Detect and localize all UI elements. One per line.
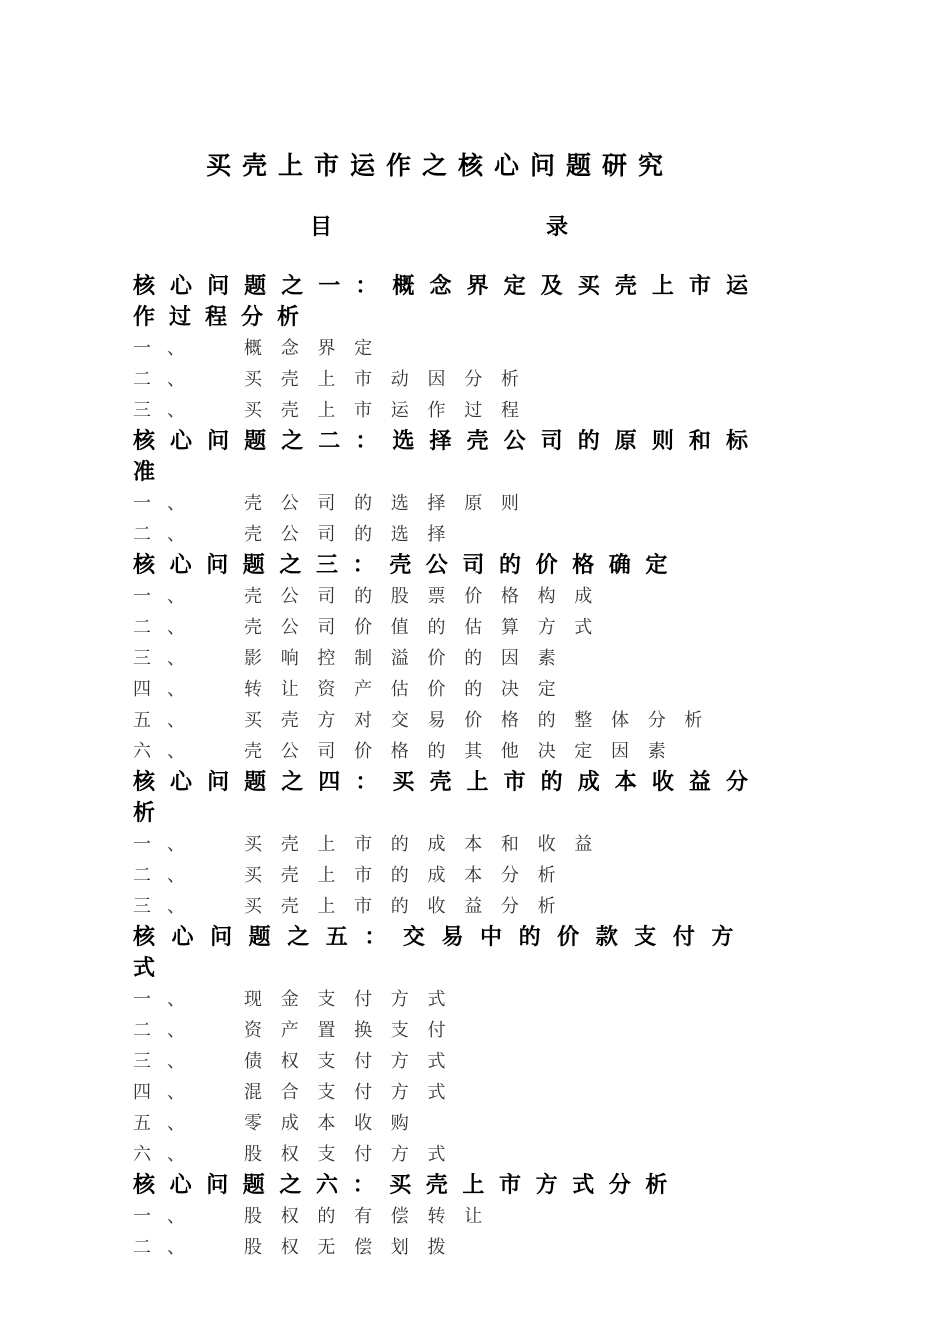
toc-section-item[interactable] [133, 1077, 748, 1108]
section-title: 混合支付方式 [244, 1082, 465, 1103]
section-number: 一、 [133, 1206, 201, 1227]
section-title: 影响控制溢价的因素 [244, 648, 575, 669]
section-title: 买壳上市的收益分析 [244, 896, 575, 917]
section-title: 壳公司的股票价格构成 [244, 586, 611, 607]
section-title: 买壳上市运作过程 [244, 400, 538, 421]
section-number: 二、 [133, 865, 201, 886]
chapter-heading[interactable]: 核心问题之三：壳公司的价格确定 [133, 552, 683, 578]
section-title: 现金支付方式 [244, 989, 465, 1010]
section-number: 六、 [133, 1144, 201, 1165]
section-title: 壳公司的选择原则 [244, 493, 538, 514]
chapter-heading-continuation[interactable]: 作过程分析 [133, 304, 314, 330]
section-title: 壳公司价值的估算方式 [244, 617, 611, 638]
toc-section-item[interactable] [133, 674, 748, 705]
toc-section-item[interactable] [133, 1232, 748, 1263]
toc-section-item[interactable] [133, 488, 748, 519]
section-number: 六、 [133, 741, 201, 762]
chapter-heading[interactable]: 核心问题之二：选择壳公司的原则和标 [133, 428, 748, 454]
section-title: 资产置换支付 [244, 1020, 465, 1041]
section-number: 二、 [133, 369, 201, 390]
chapter-heading[interactable]: 核心问题之五：交易中的价款支付方式 [133, 924, 748, 981]
section-title: 买壳方对交易价格的整体分析 [244, 710, 722, 731]
chapter-heading-continuation[interactable]: 准 [133, 459, 170, 485]
toc-section-item[interactable] [133, 581, 748, 612]
section-number: 一、 [133, 586, 201, 607]
toc-section-item[interactable] [133, 860, 748, 891]
section-number: 五、 [133, 1113, 201, 1134]
section-number: 三、 [133, 648, 201, 669]
chapter-heading[interactable]: 核心问题之六：买壳上市方式分析 [133, 1172, 683, 1198]
toc-section-item[interactable] [133, 1046, 748, 1077]
toc-section-item[interactable] [133, 643, 748, 674]
section-title: 零成本收购 [244, 1113, 428, 1134]
toc-section-item[interactable] [133, 519, 748, 550]
chapter-heading[interactable]: 核心问题之一：概念界定及买壳上市运 [133, 273, 748, 299]
chapter-heading-continuation[interactable]: 析 [133, 800, 170, 826]
toc-section-item[interactable] [133, 705, 748, 736]
toc-section-item[interactable] [133, 364, 748, 395]
section-title: 买壳上市动因分析 [244, 369, 538, 390]
section-number: 二、 [133, 1237, 201, 1258]
toc-section-item[interactable] [133, 1108, 748, 1139]
section-title: 转让资产估价的决定 [244, 679, 575, 700]
toc-heading [310, 210, 570, 240]
section-title: 股权的有偿转让 [244, 1206, 501, 1227]
section-number: 二、 [133, 524, 201, 545]
section-number: 二、 [133, 1020, 201, 1041]
toc-section-item[interactable] [133, 1139, 748, 1170]
section-title: 股权支付方式 [244, 1144, 465, 1165]
toc-heading-left: 目 [310, 214, 333, 240]
section-number: 一、 [133, 834, 201, 855]
section-title: 概念界定 [244, 338, 391, 359]
document-title: 买壳上市运作之核心问题研究 [205, 151, 674, 180]
toc-section-item[interactable] [133, 333, 748, 364]
toc-section-item[interactable] [133, 1201, 748, 1232]
section-title: 买壳上市的成本分析 [244, 865, 575, 886]
section-number: 三、 [133, 896, 201, 917]
toc-section-item[interactable] [133, 984, 748, 1015]
toc-heading-right: 录 [546, 214, 569, 240]
section-title: 买壳上市的成本和收益 [244, 834, 611, 855]
section-title: 债权支付方式 [244, 1051, 465, 1072]
toc-section-item[interactable] [133, 1015, 748, 1046]
section-title: 壳公司的选择 [244, 524, 465, 545]
table-of-contents [133, 271, 748, 1263]
section-title: 股权无偿划拨 [244, 1237, 465, 1258]
section-number: 一、 [133, 989, 201, 1010]
toc-section-item[interactable] [133, 891, 748, 922]
section-number: 一、 [133, 338, 201, 359]
toc-section-item[interactable] [133, 612, 748, 643]
toc-section-item[interactable] [133, 829, 748, 860]
section-number: 四、 [133, 679, 201, 700]
section-title: 壳公司价格的其他决定因素 [244, 741, 685, 762]
section-number: 一、 [133, 493, 201, 514]
toc-section-item[interactable] [133, 736, 748, 767]
toc-section-item[interactable] [133, 395, 748, 426]
section-number: 五、 [133, 710, 201, 731]
section-number: 三、 [133, 1051, 201, 1072]
section-number: 三、 [133, 400, 201, 421]
chapter-heading[interactable]: 核心问题之四：买壳上市的成本收益分 [133, 769, 748, 795]
section-number: 二、 [133, 617, 201, 638]
section-number: 四、 [133, 1082, 201, 1103]
